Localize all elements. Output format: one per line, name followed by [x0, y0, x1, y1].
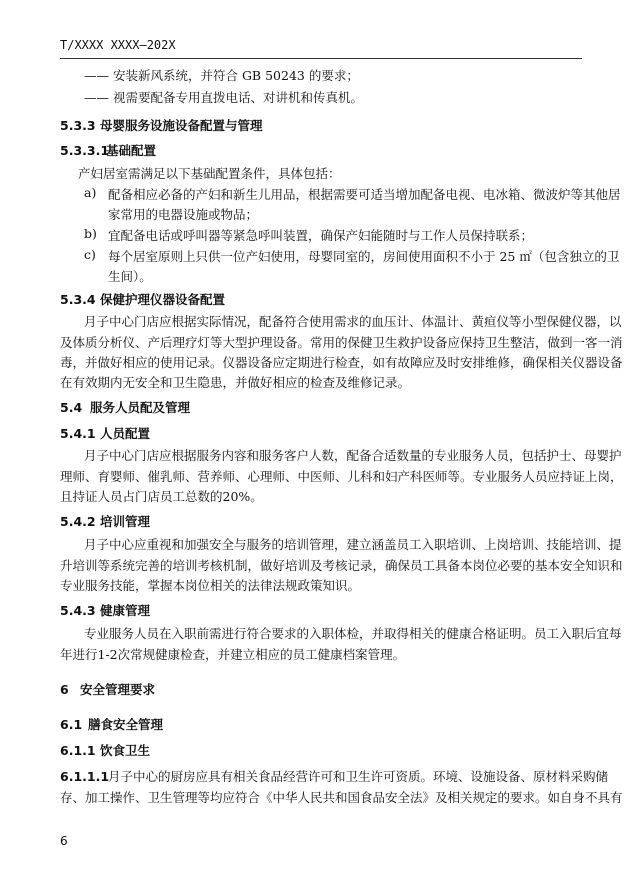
section-title: 服务人员配及管理	[90, 400, 191, 415]
paragraph-line: 且持证人员占门店员工总数的20%。	[60, 489, 263, 504]
dash-item: —— 视需要配备专用直拨电话、对讲机和传真机。	[84, 90, 363, 105]
paragraph-line: 毒，并做好相应的使用记录。仪器设备应定期进行检查，如有故障应及时安排维修，确保相关仪器设备	[60, 355, 623, 370]
paragraph-line: 及体质分析仪、产后理疗灯等大型护理设备。常用的保健卫生救护设备应保持卫生整洁，做到一客一消	[60, 335, 623, 350]
paragraph-line: 专业服务技能，掌握本岗位相关的法律法规政策知识。	[60, 578, 361, 593]
list-marker: a)	[84, 185, 97, 200]
dash-item: —— 安装新风系统，并符合 GB 50243 的要求；	[84, 68, 359, 83]
section-title: 保健护理仪器设备配置	[100, 292, 226, 307]
list-text-line: 宜配备电话或呼叫器等紧急呼叫装置，确保产妇能随时与工作人员保持联系；	[108, 228, 534, 243]
section-number: 6.1.1	[60, 743, 96, 758]
section-heading-5-3-3	[60, 116, 263, 134]
list-marker: c)	[84, 247, 96, 262]
section-heading-5-4-2	[60, 512, 150, 530]
section-number: 5.3.3	[60, 118, 96, 133]
section-title: 培训管理	[100, 514, 151, 529]
section-number: 5.4.2	[60, 514, 96, 529]
section-number: 6	[60, 682, 69, 697]
list-text-line: 生间）。	[108, 269, 152, 284]
header-rule	[60, 58, 582, 59]
paragraph-line: 在有效期内无安全和卫生隐患，并做好相应的检查及维修记录。	[60, 375, 411, 390]
paragraph-line: 理师、育婴师、催乳师、营养师、心理师、中医师、儿科和妇产科医师等。专业服务人员应持证上岗，	[60, 469, 623, 484]
paragraph-line: 月子中心应重视和加强安全与服务的培训管理，建立涵盖员工入职培训、上岗培训、技能培训、提	[84, 537, 622, 552]
paragraph-line: 专业服务人员在入职前需进行符合要求的入职体检，并取得相关的健康合格证明。员工入职后宜每	[84, 626, 622, 641]
section-title: 饮食卫生	[100, 743, 151, 758]
section-heading-6	[60, 680, 155, 698]
section-title: 母婴服务设施设备配置与管理	[100, 118, 263, 133]
clause-6-1-1-1	[60, 767, 608, 785]
section-heading-5-4	[60, 398, 190, 416]
paragraph-line: 升培训等系统完善的培训考核机制，做好培训及考核记录，确保员工具备本岗位必要的基本安全知识和	[60, 558, 623, 573]
section-title: 安全管理要求	[80, 682, 156, 697]
section-title: 健康管理	[100, 603, 151, 618]
section-number: 6.1.1.1	[60, 769, 110, 784]
section-number: 6.1	[60, 717, 83, 732]
section-heading-5-3-4	[60, 290, 225, 308]
section-heading-5-4-3	[60, 601, 150, 619]
section-heading-6-1-1	[60, 741, 150, 759]
section-heading-5-4-1	[60, 424, 150, 442]
section-title: 膳食安全管理	[88, 717, 164, 732]
list-marker: b)	[84, 226, 97, 241]
section-title: 基础配置	[106, 143, 157, 158]
paragraph-line: 存、加工操作、卫生管理等均应符合《中华人民共和国食品安全法》及相关规定的要求。如自身不具有	[60, 790, 623, 805]
section-number: 5.3.4	[60, 292, 96, 307]
paragraph-line: 年进行1-2次常规健康检查，并建立相应的员工健康档案管理。	[60, 647, 406, 662]
document-header-id: T/XXXX XXXX—202X	[60, 38, 176, 52]
section-heading-6-1	[60, 715, 163, 733]
list-text-line: 家常用的电器设施或物品；	[108, 207, 259, 222]
page-number: 6	[60, 834, 68, 848]
section-number: 5.4.1	[60, 426, 96, 441]
section-heading-5-3-3-1	[60, 141, 156, 159]
section-title: 人员配置	[100, 426, 151, 441]
paragraph-intro: 产妇居室需满足以下基础配置条件，具体包括：	[78, 166, 341, 181]
section-number: 5.4	[60, 400, 83, 415]
paragraph-line: 月子中心的厨房应具有相关食品经营许可和卫生许可资质。环境、设施设备、原材料采购储	[108, 769, 609, 784]
section-number: 5.4.3	[60, 603, 96, 618]
paragraph-line: 月子中心门店应根据服务内容和服务客户人数，配备合适数量的专业服务人员，包括护士、母婴护	[84, 448, 622, 463]
section-number: 5.3.3.1	[60, 143, 110, 158]
list-text-line: 每个居室原则上只供一位产妇使用，母婴同室的，房间使用面积不小于 25 ㎡（包含独立的卫	[108, 249, 620, 264]
paragraph-line: 月子中心门店应根据实际情况，配备符合使用需求的血压计、体温计、黄疸仪等小型保健仪器，以	[84, 314, 622, 329]
list-text-line: 配备相应必备的产妇和新生儿用品，根据需要可适当增加配备电视、电冰箱、微波炉等其他居	[108, 187, 621, 202]
